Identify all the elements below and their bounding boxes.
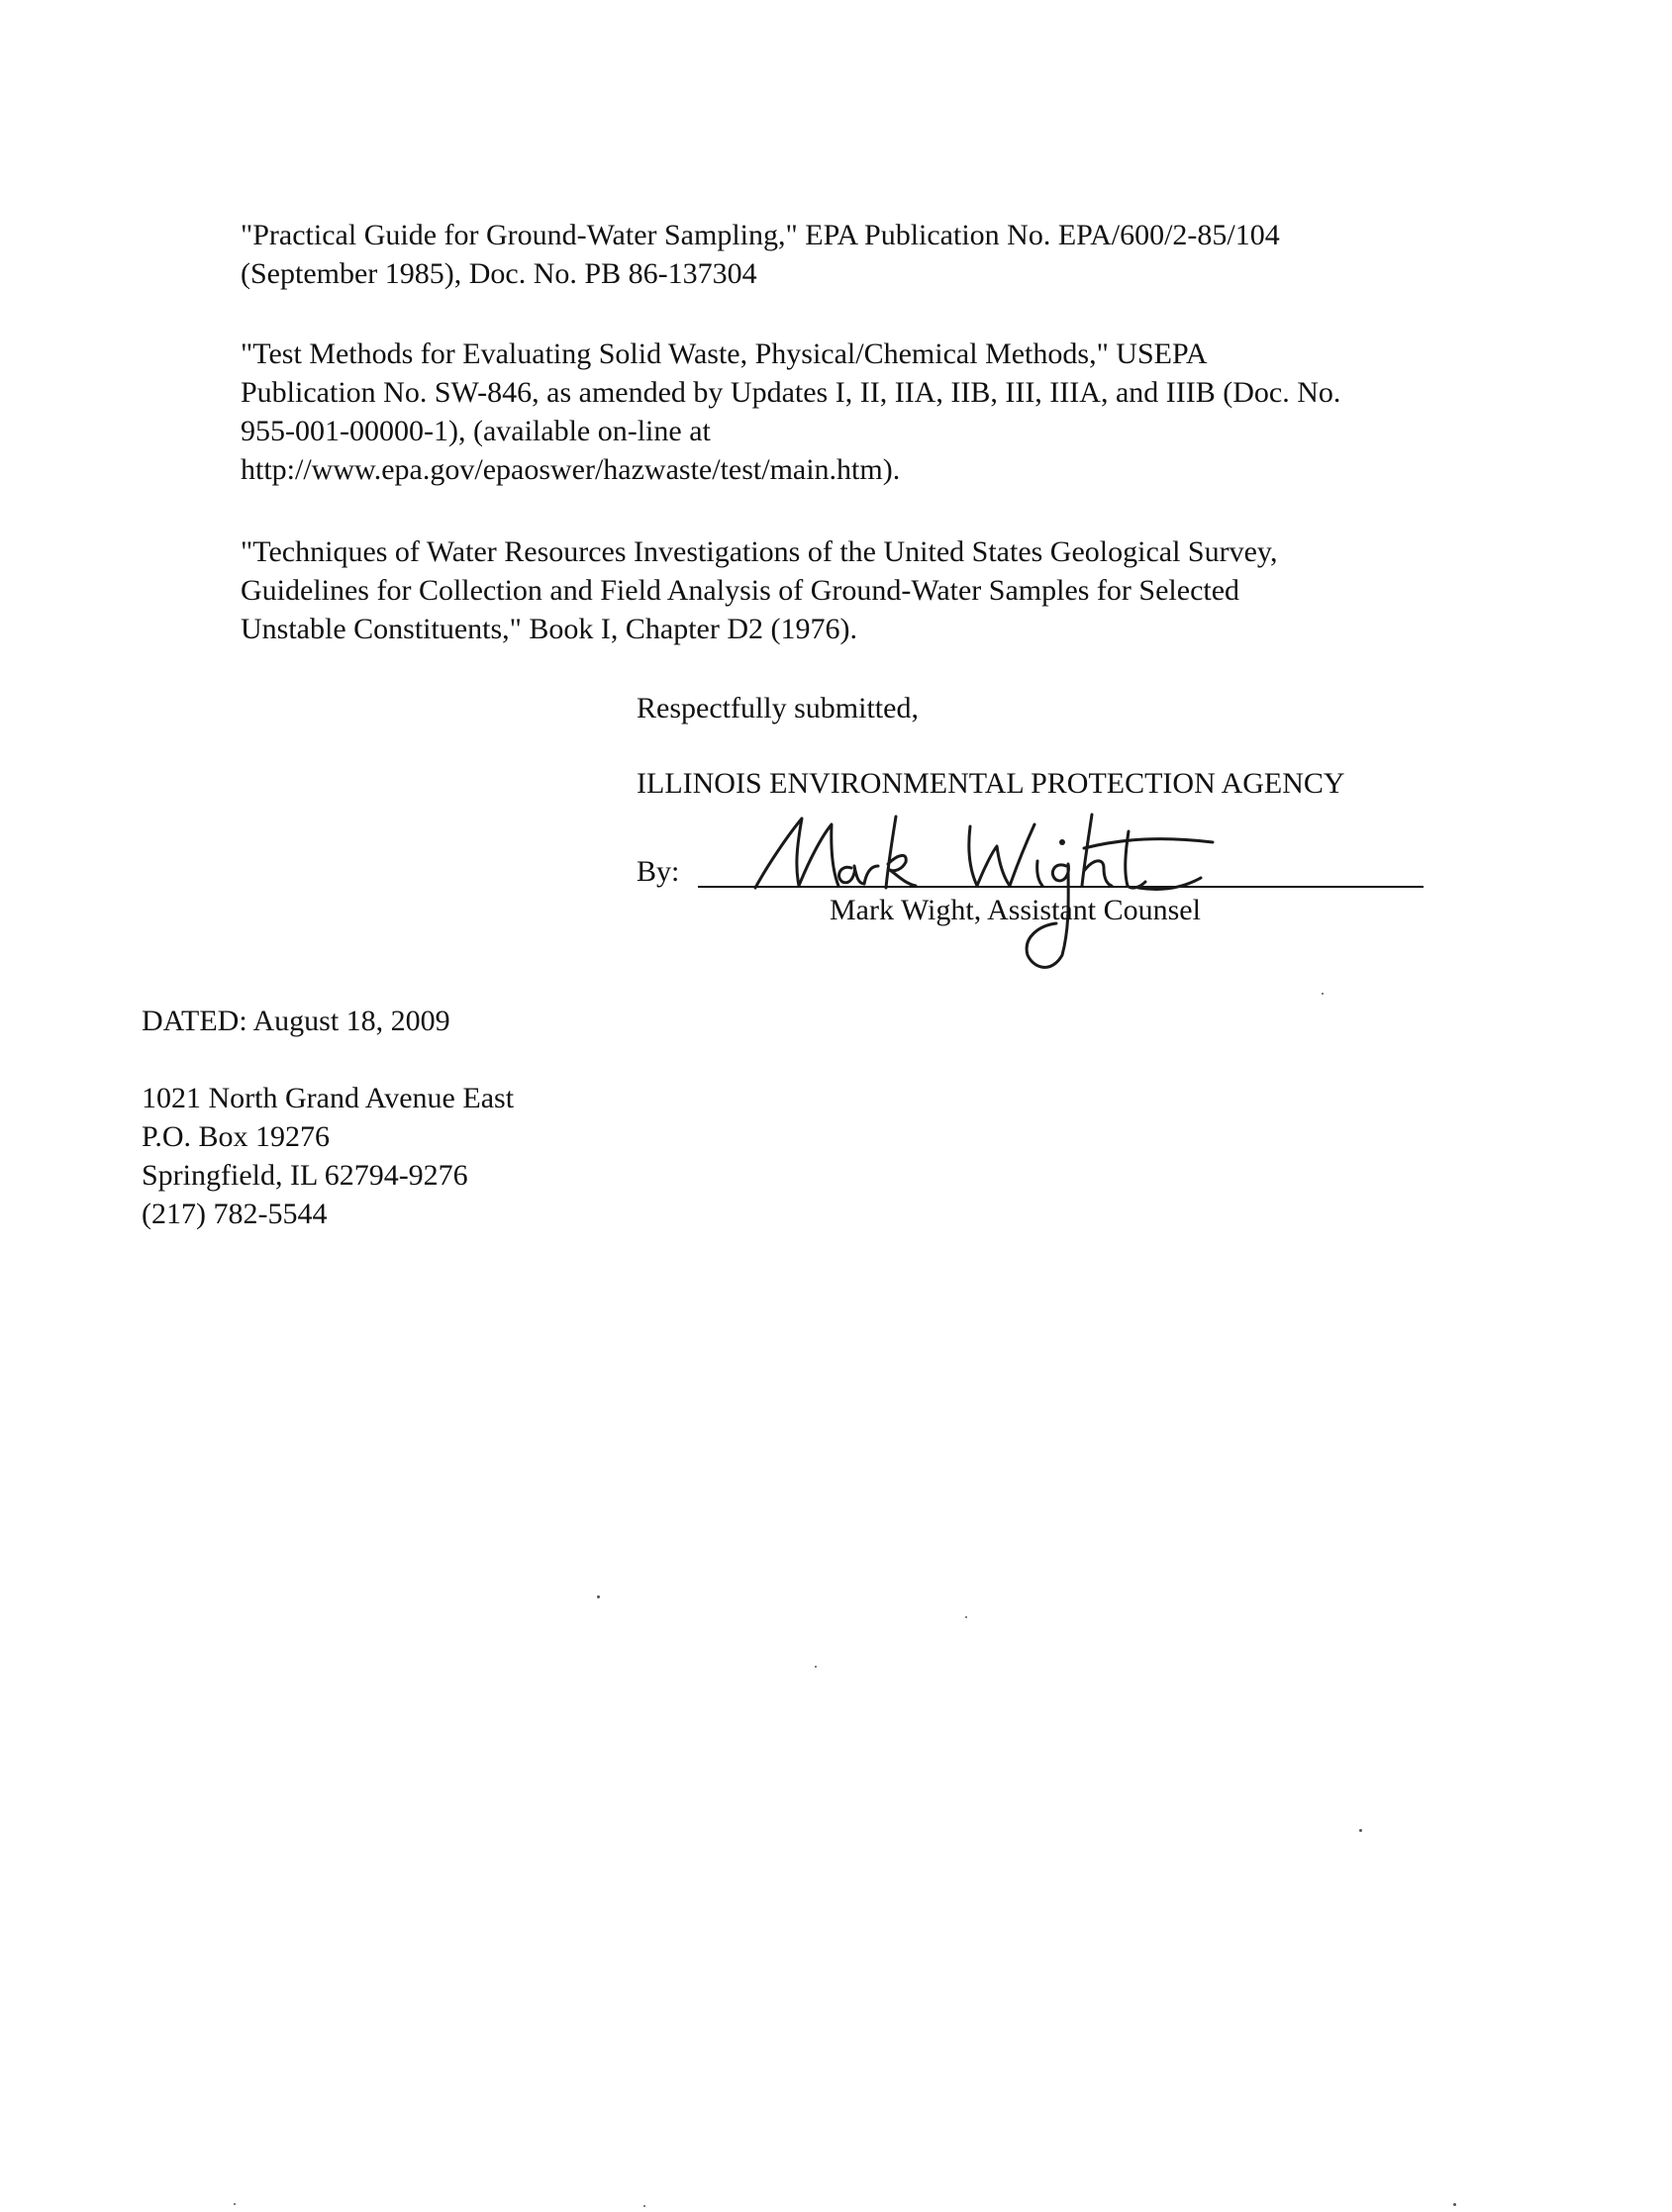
address-phone: (217) 782-5544 xyxy=(142,1198,328,1230)
scan-speck xyxy=(643,2205,645,2207)
address-street: 1021 North Grand Avenue East xyxy=(142,1082,515,1114)
agency-name: ILLINOIS ENVIRONMENTAL PROTECTION AGENCY xyxy=(637,767,1345,800)
salutation: Respectfully submitted, xyxy=(637,692,919,724)
scan-speck xyxy=(1359,1829,1362,1832)
reference-3-line-2: Guidelines for Collection and Field Analysis of Ground-Water Samples for Selected xyxy=(241,574,1240,607)
scan-speck xyxy=(965,1616,967,1618)
reference-3-line-1: "Techniques of Water Resources Investigations of the United States Geological Survey, xyxy=(241,535,1278,568)
reference-3 xyxy=(241,532,1468,648)
scan-speck xyxy=(815,1666,817,1668)
reference-2-line-1: "Test Methods for Evaluating Solid Waste, Physical/Chemical Methods," USEPA xyxy=(241,337,1208,370)
by-label: By: xyxy=(637,855,680,888)
reference-2-line-3: 955-001-00000-1), (available on-line at xyxy=(241,415,711,447)
reference-3-line-3: Unstable Constituents," Book I, Chapter D2 (1976). xyxy=(241,613,858,645)
scan-speck xyxy=(597,1595,600,1598)
address-city: Springfield, IL 62794-9276 xyxy=(142,1159,468,1192)
address-block xyxy=(142,1079,514,1233)
scan-speck xyxy=(1322,993,1324,995)
reference-1-line-2: (September 1985), Doc. No. PB 86-137304 xyxy=(241,257,757,290)
reference-2-line-2: Publication No. SW-846, as amended by Updates I, II, IIA, IIB, III, IIIA, and IIIB (Doc. No. xyxy=(241,376,1341,409)
address-po-box: P.O. Box 19276 xyxy=(142,1120,331,1153)
scan-speck xyxy=(234,2203,236,2205)
signatory-name: Mark Wight, Assistant Counsel xyxy=(830,894,1201,926)
reference-1-line-1: "Practical Guide for Ground-Water Sampling," EPA Publication No. EPA/600/2-85/104 xyxy=(241,219,1280,251)
reference-2-line-4: http://www.epa.gov/epaoswer/hazwaste/test/main.htm). xyxy=(241,453,901,486)
reference-2 xyxy=(241,335,1468,489)
scan-speck xyxy=(1453,2203,1456,2206)
reference-1 xyxy=(241,216,1468,293)
dated-line: DATED: August 18, 2009 xyxy=(142,1005,450,1037)
